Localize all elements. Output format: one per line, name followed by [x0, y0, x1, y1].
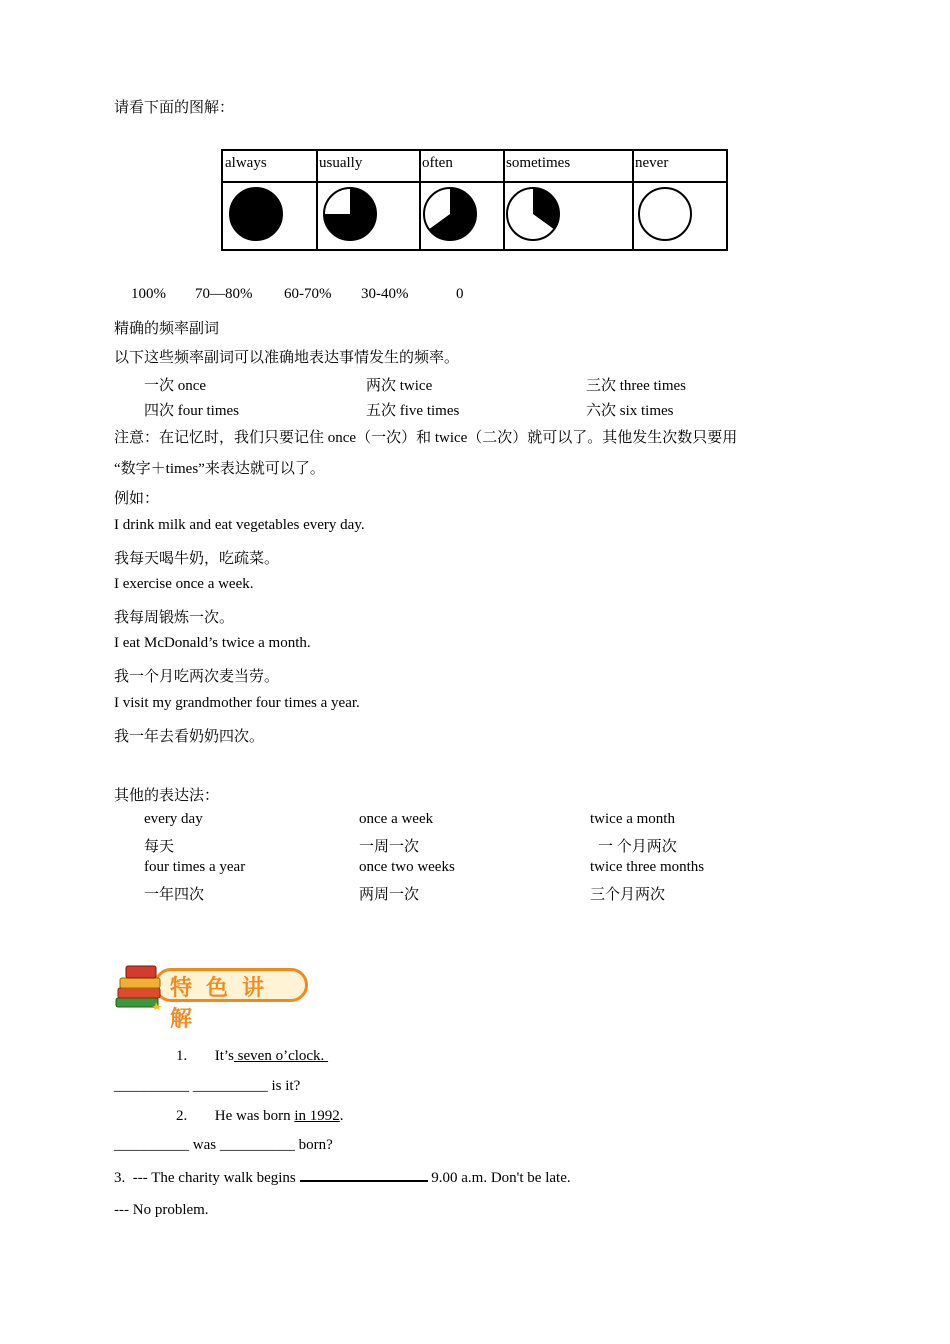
question-1-answer-line: __________ __________ is it?: [114, 1078, 301, 1094]
example-zh-4: 我一年去看奶奶四次。: [114, 729, 265, 745]
header-always: always: [225, 155, 267, 171]
count-twice: 两次 twice: [366, 378, 433, 394]
question-2: [176, 1108, 344, 1125]
question-1-number: 1.: [176, 1048, 188, 1064]
percent-often: 60-70%: [284, 286, 332, 302]
example-zh-1: 我每天喝牛奶，吃疏菜。: [114, 551, 280, 567]
count-six-times: 六次 six times: [586, 403, 674, 419]
intro-text: 请看下面的图解：: [114, 100, 235, 116]
column-divider: [316, 151, 318, 249]
question-3-blank[interactable]: [300, 1167, 428, 1182]
expr-every-day-zh: 每天: [144, 839, 175, 855]
count-once: 一次 once: [144, 378, 207, 394]
expr-twice-three-months-zh: 三个月两次: [590, 887, 666, 903]
pie-outline: [639, 188, 691, 240]
question-2-number: 2.: [176, 1108, 188, 1124]
expr-twice-a-month: twice a month: [590, 811, 675, 827]
header-sometimes: sometimes: [506, 155, 571, 171]
example-en-2: I exercise once a week.: [114, 576, 254, 592]
header-often: often: [422, 155, 453, 171]
section-description: 以下这些频率副词可以准确地表达事情发生的频率。: [114, 350, 460, 366]
pie-sometimes-icon: [504, 185, 562, 243]
percent-usually: 70—80%: [195, 286, 253, 302]
count-four-times: 四次 four times: [144, 403, 239, 419]
question-2-underlined: in 1992: [294, 1108, 340, 1124]
expr-once-two-weeks: once two weeks: [359, 859, 455, 875]
question-3-suffix: 9.00 a.m. Don't be late.: [427, 1170, 571, 1186]
example-zh-2: 我每周锻炼一次。: [114, 610, 235, 626]
count-three-times: 三次 three times: [586, 378, 686, 394]
question-2-prefix: He was born: [214, 1108, 295, 1124]
expr-four-times-a-year: four times a year: [144, 859, 246, 875]
example-zh-3: 我一个月吃两次麦当劳。: [114, 669, 280, 685]
pie-often-icon: [421, 185, 479, 243]
percent-always: 100%: [131, 286, 166, 302]
expr-four-times-a-year-zh: 一年四次: [144, 887, 205, 903]
example-en-3: I eat McDonald’s twice a month.: [114, 635, 311, 651]
question-3: [114, 1167, 571, 1187]
count-five-times: 五次 five times: [366, 403, 460, 419]
header-never: never: [635, 155, 669, 171]
feature-banner: [112, 962, 312, 1032]
question-1-underlined: seven o’clock.: [233, 1048, 329, 1064]
section-title: 精确的频率副词: [114, 321, 220, 337]
question-3-prefix: 3. --- The charity walk begins: [114, 1170, 300, 1186]
banner-title: 特色讲解: [170, 976, 279, 1032]
question-3-reply: --- No problem.: [114, 1202, 209, 1218]
question-1-prefix: It’s: [214, 1048, 234, 1064]
expr-once-a-week: once a week: [359, 811, 434, 827]
question-2-suffix: .: [339, 1108, 344, 1124]
column-divider: [632, 151, 634, 249]
expr-twice-a-month-zh: 一 个月两次: [598, 839, 677, 855]
pie-usually-icon: [321, 185, 379, 243]
note-line-2: “数字＋times”来表达就可以了。: [114, 461, 325, 477]
question-2-answer-line: __________ was __________ born?: [114, 1137, 333, 1153]
percent-sometimes: 30-40%: [361, 286, 409, 302]
expr-once-a-week-zh: 一周一次: [359, 839, 420, 855]
other-expressions-label: 其他的表达法：: [114, 788, 220, 804]
example-en-1: I drink milk and eat vegetables every day.: [114, 517, 365, 533]
percent-never: 0: [456, 286, 464, 302]
note-line-1: 注意：在记忆时，我们只要记住 once（一次）和 twice（二次）就可以了。其他发生次数只要用: [114, 430, 738, 446]
pie-never-icon: [636, 185, 694, 243]
question-1: [176, 1048, 328, 1065]
pie-outline: [230, 188, 282, 240]
expr-twice-three-months: twice three months: [590, 859, 705, 875]
example-en-4: I visit my grandmother four times a year.: [114, 695, 360, 711]
frequency-table: [221, 149, 728, 251]
header-usually: usually: [319, 155, 363, 171]
expr-once-two-weeks-zh: 两周一次: [359, 887, 420, 903]
expr-every-day: every day: [144, 811, 203, 827]
pie-always-icon: [227, 185, 285, 243]
example-label: 例如：: [114, 491, 160, 507]
books-icon: [112, 962, 172, 1016]
